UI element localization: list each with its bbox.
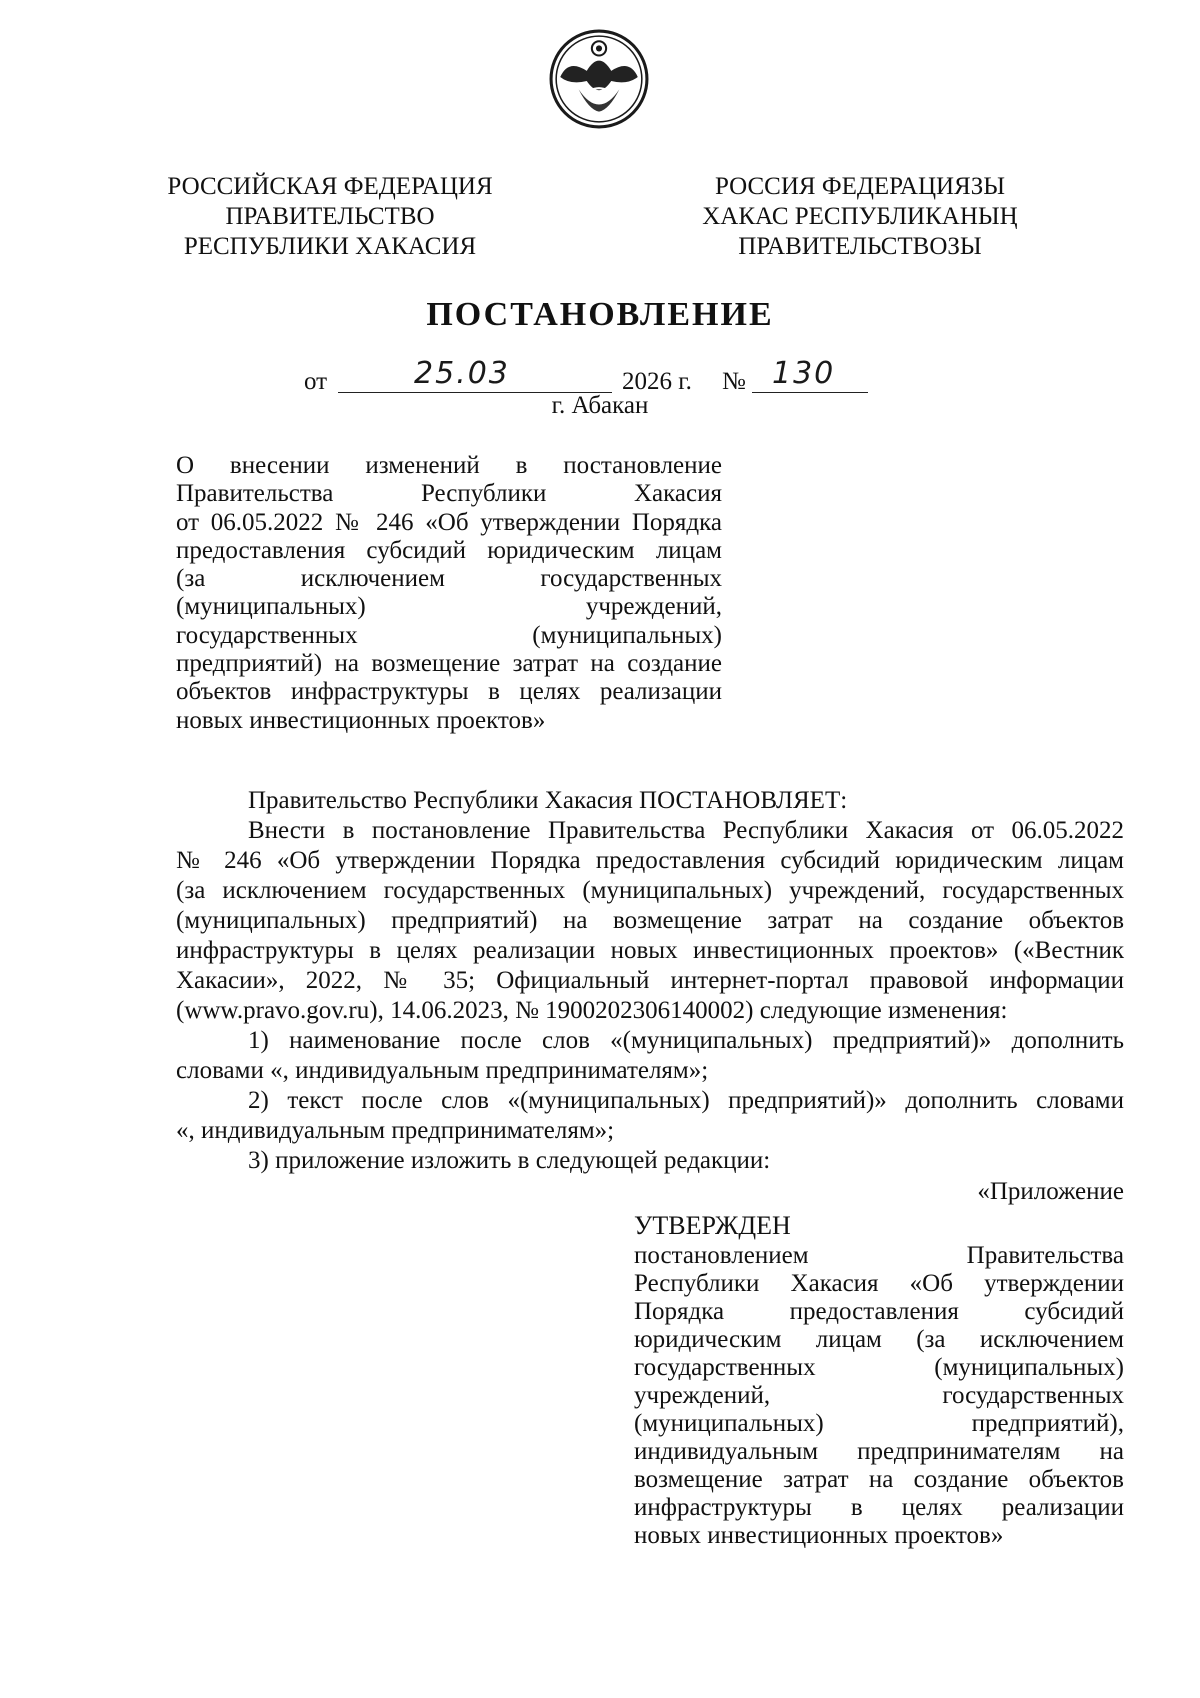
number-label: № xyxy=(722,368,746,395)
list-item-3: 3) приложение изложить в следующей редакции: xyxy=(248,1147,771,1174)
subject-line: государственных (муниципальных) xyxy=(176,621,722,649)
handwritten-number: 130 xyxy=(772,356,836,391)
appendix-line: юридическим лицам (за исключением xyxy=(634,1326,1124,1353)
subject-line: от 06.05.2022 № 246 «Об утверждении Порядка xyxy=(176,508,722,536)
appendix-line: новых инвестиционных проектов» xyxy=(634,1522,1004,1549)
appendix-line: Порядка предоставления субсидий xyxy=(634,1298,1124,1325)
document-body xyxy=(176,786,1124,1176)
appendix-line: государственных (муниципальных) xyxy=(634,1354,1124,1381)
approved-heading: УТВЕРЖДЕН xyxy=(634,1211,791,1240)
header-right-line: ПРАВИТЕЛЬСТВОЗЫ xyxy=(738,233,982,260)
subject-line: О внесении изменений в постановление xyxy=(176,452,722,479)
date-year: 2026 г. xyxy=(622,368,692,395)
subject-line: (за исключением государственных xyxy=(176,565,722,593)
header-right-line: ХАКАС РЕСПУБЛИКАНЫҢ xyxy=(702,203,1018,230)
list-item-1: 1) наименование после слов «(муниципальных) предприятий)» дополнить xyxy=(248,1027,1124,1054)
header-left-russian xyxy=(120,172,540,262)
subject-line: предоставления субсидий юридическим лицам xyxy=(176,536,722,564)
subject-line: (муниципальных) учреждений, xyxy=(176,593,722,621)
header-right-line: РОССИЯ ФЕДЕРАЦИЯЗЫ xyxy=(714,173,1006,200)
appendix-line: учреждений, государственных xyxy=(634,1382,1124,1409)
body-line: инфраструктуры в целях реализации новых инвестиционных проектов» («Вестник xyxy=(176,937,1124,964)
appendix-line: индивидуальным предпринимателям на xyxy=(634,1438,1124,1465)
subject-line: предприятий) на возмещение затрат на создание xyxy=(176,650,722,678)
header-left-line: ПРАВИТЕЛЬСТВО xyxy=(225,203,435,230)
handwritten-date: 25.03 xyxy=(414,356,510,391)
appendix-line: возмещение затрат на создание объектов xyxy=(634,1466,1124,1493)
header-left-line: РОССИЙСКАЯ ФЕДЕРАЦИЯ xyxy=(167,173,493,200)
appendix-line: (муниципальных) предприятий), xyxy=(634,1410,1124,1437)
document-title: ПОСТАНОВЛЕНИЕ xyxy=(426,296,774,333)
document-subject xyxy=(176,452,722,735)
appendix-line: инфраструктуры в целях реализации xyxy=(634,1494,1124,1521)
body-line: (муниципальных) предприятий) на возмещение затрат на создание объектов xyxy=(176,907,1124,934)
city-name: г. Абакан xyxy=(551,392,649,419)
header-left-line: РЕСПУБЛИКИ ХАКАСИЯ xyxy=(183,233,477,260)
subject-line: новых инвестиционных проектов» xyxy=(176,706,546,734)
appendix-block xyxy=(634,1178,1124,1550)
body-line: Внести в постановление Правительства Республики Хакасия от 06.05.2022 xyxy=(248,817,1124,844)
body-line: Хакасии», 2022, № 35; Официальный интернет-портал правовой информации xyxy=(176,967,1124,994)
subject-line: объектов инфраструктуры в целях реализации xyxy=(176,678,722,706)
list-item-2-cont: «, индивидуальным предпринимателям»; xyxy=(176,1117,615,1144)
appendix-line: постановлением Правительства xyxy=(634,1242,1124,1269)
subject-line: Правительства Республики Хакасия xyxy=(176,480,722,508)
date-from-label: от xyxy=(304,368,328,395)
list-item-2: 2) текст после слов «(муниципальных) предприятий)» дополнить словами xyxy=(248,1087,1124,1114)
list-item-1-cont: словами «, индивидуальным предпринимателям»; xyxy=(176,1057,709,1084)
khakassia-coat-of-arms-icon xyxy=(548,28,650,130)
resolves-line: Правительство Республики Хакасия ПОСТАНОВЛЯЕТ: xyxy=(248,787,848,814)
appendix-line: Республики Хакасия «Об утверждении xyxy=(634,1270,1124,1297)
body-line: (www.pravo.gov.ru), 14.06.2023, № 1900202306140002) следующие изменения: xyxy=(176,997,1008,1024)
header-right-khakas xyxy=(650,172,1070,262)
appendix-label: «Приложение xyxy=(977,1178,1124,1205)
body-line: (за исключением государственных (муниципальных) учреждений, государственных xyxy=(176,877,1124,904)
body-line: № 246 «Об утверждении Порядка предоставления субсидий юридическим лицам xyxy=(176,847,1124,874)
